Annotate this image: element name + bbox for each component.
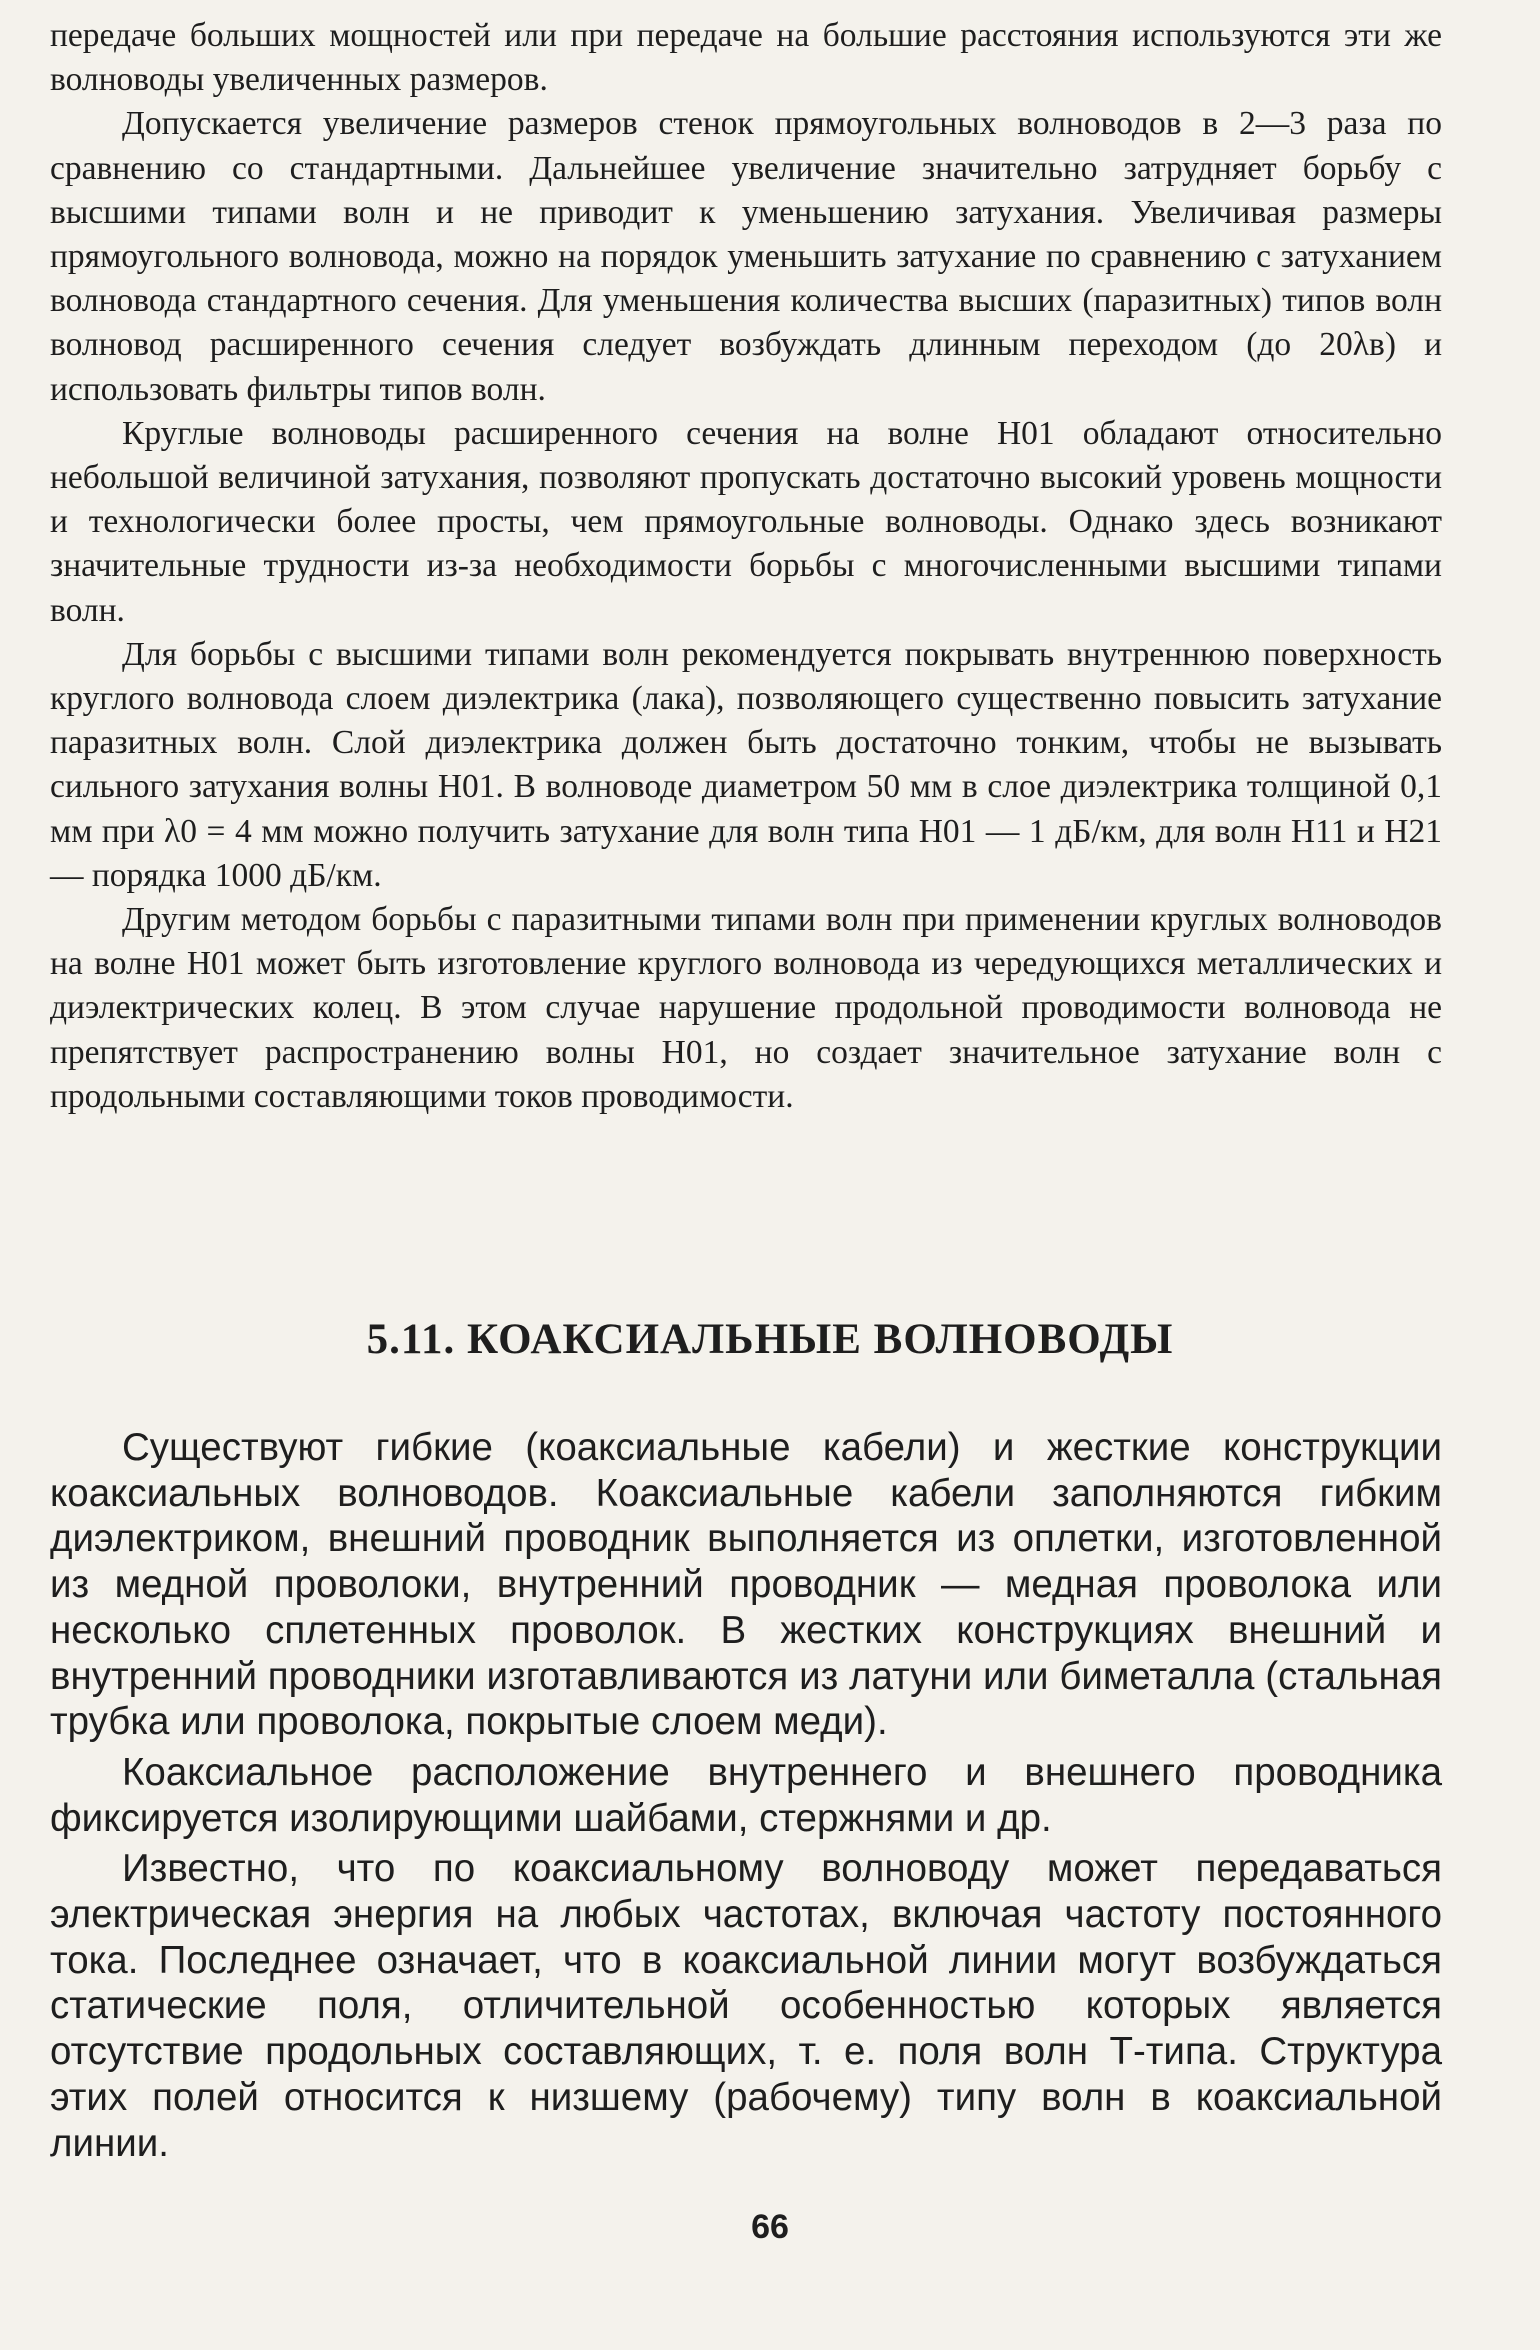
section-body	[50, 1425, 1442, 2171]
paragraph-coax-constructions: Существуют гибкие (коаксиальные кабели) и жесткие конструкции коаксиальных волноводов. Коаксиальные кабели заполняются гибким диэлектриком, внешний проводник выполняется из оплетки, изготовленной из медной проволоки, внутренний проводник — медная проволока или несколько сплетенных проволок. В жестких конструкциях внешний и внутренний проводники изготавливаются из латуни или биметалла (стальная трубка или проволока, покрытые слоем меди).	[50, 1426, 1442, 1744]
paragraph-rectangular-waveguides: Допускается увеличение размеров стенок прямоугольных волноводов в 2—3 раза по сравнению со стандартными. Дальнейшее увеличение значительно затрудняет борьбу с высшими типами волн и не приводит к уменьшению затухания. Увеличивая размеры прямоугольного волновода, можно на порядок уменьшить затухание по сравнению с затуханием волновода стандартного сечения. Для уменьшения количества высших (паразитных) типов волн волновод расширенного сечения следует возбуждать длинным переходом (до 20λв) и использовать фильтры типов волн.	[50, 105, 1442, 408]
page-number: 66	[751, 2208, 789, 2246]
paragraph-dielectric-coating: Для борьбы с высшими типами волн рекомендуется покрывать внутреннюю поверхность круглого волновода слоем диэлектрика (лака), позволяющего существенно повысить затухание паразитных волн. Слой диэлектрика должен быть достаточно тонким, чтобы не вызывать сильного затухания волны H01. В волноводе диаметром 50 мм в слое диэлектрика толщиной 0,1 мм при λ0 = 4 мм можно получить затухание для волн типа H01 — 1 дБ/км, для волн H11 и H21 — порядка 1000 дБ/км.	[50, 635, 1442, 894]
paragraph-ring-waveguide: Другим методом борьбы с паразитными типами волн при применении круглых волноводов на волне H01 может быть изготовление круглого волновода из чередующихся металлических и диэлектрических колец. В этом случае нарушение продольной проводимости волновода не препятствует распространению волны H01, но создает значительное затухание волн с продольными составляющими токов проводимости.	[50, 901, 1442, 1115]
section-heading: 5.11. КОАКСИАЛЬНЫЕ ВОЛНОВОДЫ	[366, 1316, 1174, 1363]
paragraph-circular-waveguides: Круглые волноводы расширенного сечения на волне H01 обладают относительно небольшой величиной затухания, позволяют пропускать достаточно высокий уровень мощности и технологически более просты, чем прямоугольные волноводы. Однако здесь возникают значительные трудности из-за необходимости борьбы с многочисленными высшими типами волн.	[50, 414, 1442, 629]
paragraph-coax-frequencies: Известно, что по коаксиальному волноводу может передаваться электрическая энергия на любых частотах, включая частоту постоянного тока. Последнее означает, что в коаксиальной линии могут возбуждаться статические поля, отличительной особенностью которых является отсутствие продольных составляющих, т. е. поля волн Т-типа. Структура этих полей относится к низшему (рабочему) типу волн в коаксиальной линии.	[50, 1847, 1442, 2165]
paragraph-continued: передаче больших мощностей или при передаче на большие расстояния используются эти же волноводы увеличенных размеров.	[50, 17, 1442, 99]
top-text-block	[50, 14, 1442, 1119]
paragraph-coax-fixing: Коаксиальное расположение внутреннего и внешнего проводника фиксируется изолирующими шайбами, стержнями и др.	[50, 1750, 1442, 1840]
